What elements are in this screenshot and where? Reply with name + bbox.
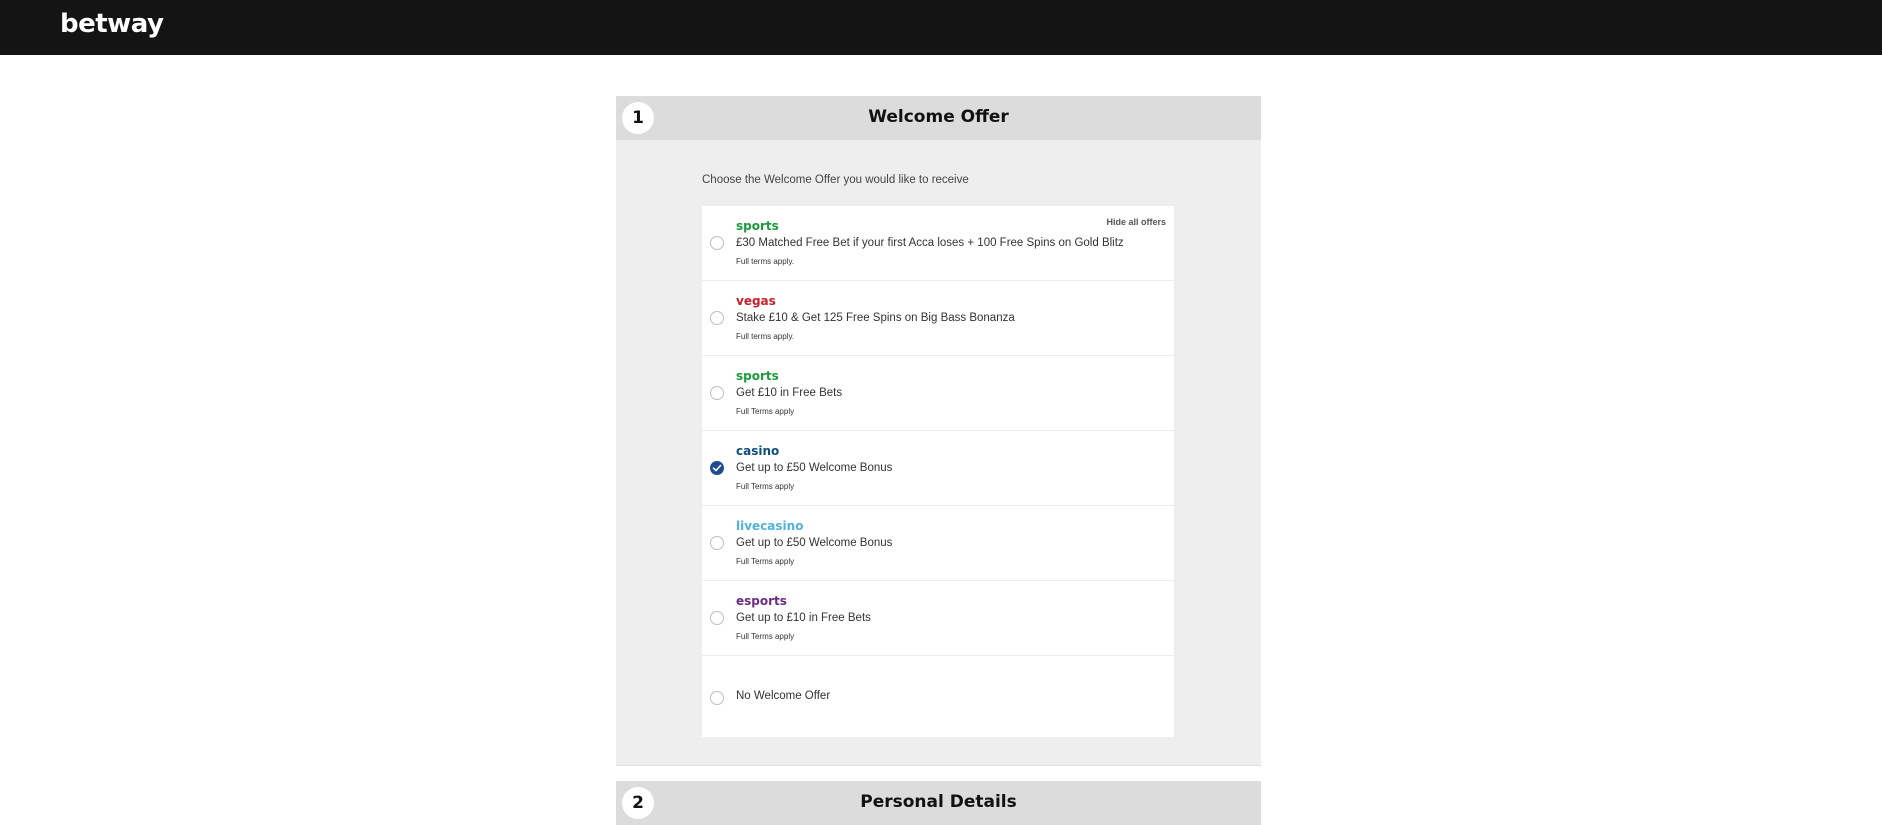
- personal-details-header[interactable]: [616, 781, 1261, 825]
- offer-option-none[interactable]: [702, 657, 1174, 737]
- offer-category: sports: [736, 369, 779, 383]
- offer-radio[interactable]: [710, 386, 724, 400]
- hide-all-offers-link[interactable]: Hide all offers: [1106, 217, 1166, 227]
- offer-radio-selected[interactable]: [710, 461, 724, 475]
- offer-option-vegas[interactable]: [702, 281, 1174, 356]
- section-title: Welcome Offer: [868, 107, 1009, 127]
- offer-category: casino: [736, 444, 780, 458]
- offer-category: livecasino: [736, 519, 804, 533]
- offer-option-livecasino[interactable]: [702, 506, 1174, 581]
- checkmark-icon: [712, 463, 722, 473]
- offer-radio[interactable]: [710, 236, 724, 250]
- offer-category: vegas: [736, 294, 776, 308]
- betway-logo[interactable]: betway: [60, 9, 164, 39]
- offer-terms[interactable]: Full Terms apply: [736, 632, 795, 641]
- offer-radio[interactable]: [710, 691, 724, 705]
- offer-radio[interactable]: [710, 311, 724, 325]
- offer-terms[interactable]: Full Terms apply: [736, 557, 795, 566]
- offer-description: Stake £10 & Get 125 Free Spins on Big Bass Bonanza: [736, 312, 1015, 324]
- offer-option-sports-acca[interactable]: [702, 206, 1174, 281]
- welcome-offer-intro: Choose the Welcome Offer you would like to receive: [702, 174, 969, 186]
- top-navigation-bar: [0, 0, 1882, 55]
- offer-option-sports-free-bets[interactable]: [702, 356, 1174, 431]
- offer-radio[interactable]: [710, 611, 724, 625]
- offer-description: £30 Matched Free Bet if your first Acca loses + 100 Free Spins on Gold Blitz: [736, 237, 1124, 249]
- offer-terms[interactable]: Full terms apply.: [736, 257, 795, 266]
- offer-description: Get £10 in Free Bets: [736, 387, 843, 399]
- offer-radio[interactable]: [710, 536, 724, 550]
- step-number-badge: 1: [622, 102, 654, 134]
- offer-terms[interactable]: Full Terms apply: [736, 482, 795, 491]
- offer-description: Get up to £10 in Free Bets: [736, 612, 871, 624]
- welcome-offer-header: [616, 96, 1261, 140]
- offer-category: esports: [736, 594, 787, 608]
- offer-description: Get up to £50 Welcome Bonus: [736, 537, 893, 549]
- offer-terms[interactable]: Full Terms apply: [736, 407, 795, 416]
- no-offer-label: No Welcome Offer: [736, 690, 831, 702]
- offer-list: [702, 206, 1174, 737]
- offer-terms[interactable]: Full terms apply.: [736, 332, 795, 341]
- offer-option-esports[interactable]: [702, 581, 1174, 656]
- offer-description: Get up to £50 Welcome Bonus: [736, 462, 893, 474]
- offer-option-casino[interactable]: [702, 431, 1174, 506]
- offer-category: sports: [736, 219, 779, 233]
- welcome-offer-panel: [616, 140, 1261, 766]
- section-title: Personal Details: [860, 792, 1017, 812]
- step-number-badge: 2: [622, 787, 654, 819]
